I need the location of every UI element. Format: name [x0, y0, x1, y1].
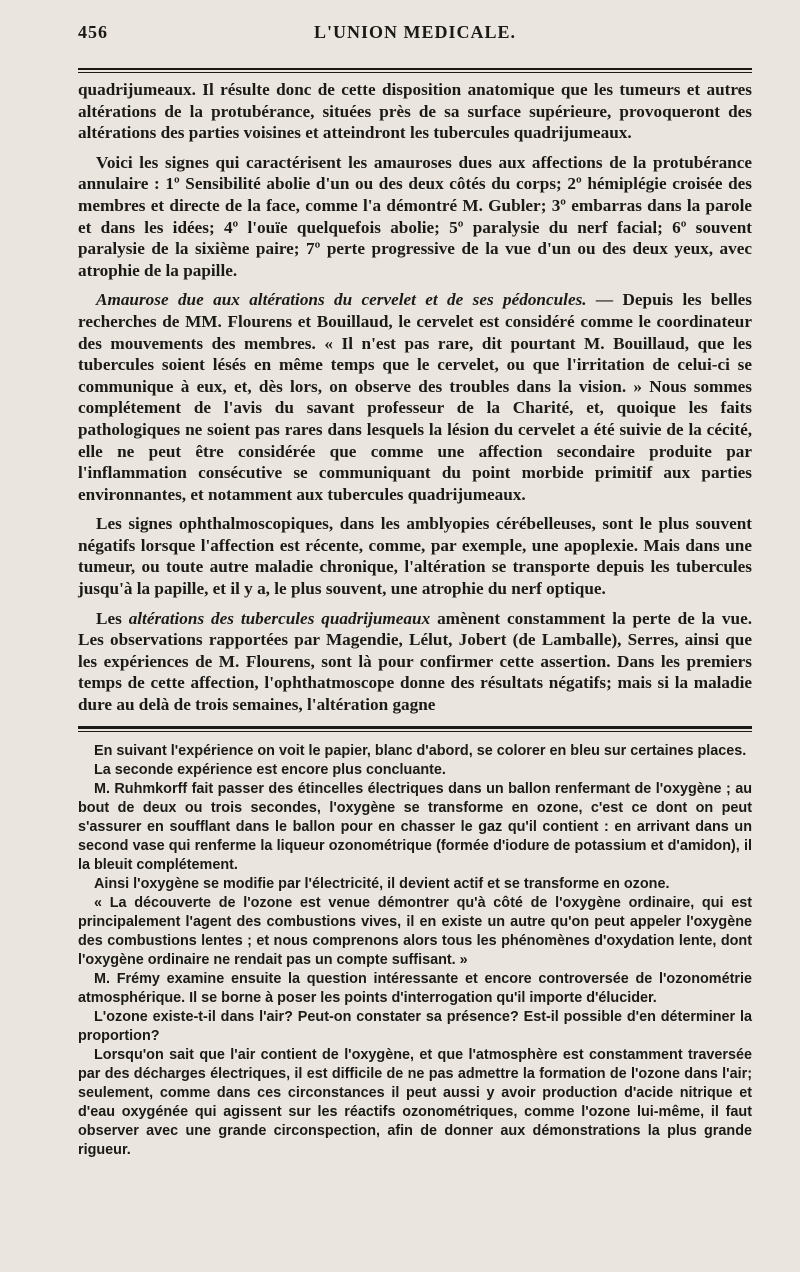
- paragraph-tubercules: [78, 608, 752, 716]
- section-heading-cervelet: Amaurose due aux altérations du cervelet et de ses pédoncules.: [96, 290, 587, 310]
- header-rule: [78, 68, 752, 73]
- page-header: [78, 18, 752, 48]
- note-paragraph-3: M. Ruhmkorff fait passer des étincelles électriques dans un ballon renfermant de l'oxygène ; au bout de deux ou trois secondes, l'oxygène se transforme en ozone, c'est ce dont on peut s'assurer en soufflant dans le ballon pour en chasser le gaz qu'il contient : en arrivant dans un second vase qui renferme la liqueur ozonométrique (formée d'iodure de potassium et d'amidon), il la bleuit complétement.: [78, 780, 752, 873]
- paragraph-cervelet: [78, 289, 752, 505]
- page-number: 456: [78, 22, 108, 42]
- paragraph-tubercules-lead: Les: [96, 608, 129, 628]
- note-paragraph-6: M. Frémy examine ensuite la question intéressante et encore controversée de l'ozonométrie atmosphérique. Il se borne à poser les points d'interrogation qu'il importe d'élucider.: [78, 970, 752, 1006]
- note-paragraph-5: « La découverte de l'ozone est venue démontrer qu'à côté de l'oxygène ordinaire, qui est principalement l'agent des combustions vives, il en existe un autre qu'on peut appeler l'oxygène des combustions lentes ; et nous comprenons alors tous les phénomènes d'oxydation lente, dont l'oxygène ordinaire ne rendait pas un compte suffisant. »: [78, 894, 752, 968]
- note-paragraph-1: En suivant l'expérience on voit le papier, blanc d'abord, se colorer en bleu sur certaines places.: [94, 742, 747, 759]
- italic-term-tubercules: altérations des tubercules quadrijumeaux: [128, 608, 431, 628]
- note-paragraph-4: Ainsi l'oxygène se modifie par l'électricité, il devient actif et se transforme en ozone.: [94, 875, 670, 892]
- paragraph-cervelet-body: — Depuis les belles recherches de MM. Flourens et Bouillaud, le cervelet est considéré comme le coordinateur des mouvements des membres. « Il n'est pas rare, dit pourtant M. Bouillaud, que les tubercules soient lésés en même temps que le cervelet, ou que l'irritation de celui-ci se communique à eux, et, dès lors, on observe des troubles dans la vision. » Nous sommes complétement de l'avis du savant professeur de la Charité, et, quoique les faits pathologiques ne soient pas rares dans lesquels la lésion du cervelet a été suivie de la cécité, elle ne peut être considérée que comme une affection secondaire produite par l'inflammation consécutive se communiquant du point morbide primitif aux parties environnantes, et notamment aux tubercules quadrijumeaux.: [78, 290, 752, 504]
- paragraph-protuberance-signs: Voici les signes qui caractérisent les amauroses dues aux affections de la protubérance annulaire : 1º Sensibilité abolie d'un ou des deux côtés du corps; 2º hémiplégie croisée des membres et directe de la face, comme l'a démontré M. Gubler; 3º embarras dans la parole et dans les idées; 4º l'ouïe quelquefois abolie; 5º paralysie du nerf facial; 6º souvent paralysie de la sixième paire; 7º perte progressive de la vue d'un ou des deux yeux, avec atrophie de la papille.: [78, 152, 752, 280]
- note-paragraph-7: L'ozone existe-t-il dans l'air? Peut-on constater sa présence? Est-il possible d'en déterminer la proportion?: [78, 1008, 752, 1044]
- running-title: L'UNION MEDICALE.: [313, 22, 517, 42]
- note-paragraph-2: La seconde expérience est encore plus concluante.: [94, 761, 446, 778]
- paragraph-continuation: quadrijumeaux. Il résulte donc de cette disposition anatomique que les tumeurs et autres altérations de la protubérance, situées près de sa surface supérieure, provoqueront des altérations des parties voisines et atteindront les tubercules quadrijumeaux.: [78, 80, 752, 143]
- paragraph-ophthalmoscopic-signs: Les signes ophthalmoscopiques, dans les amblyopies cérébelleuses, sont le plus souvent négatifs lorsque l'affection est récente, comme, par exemple, une apoplexie. Mais dans une tumeur, ou toute autre maladie chronique, l'altération se transporte depuis les tubercules jusqu'à la papille, et il y a, le plus souvent, une atrophie du nerf optique.: [78, 514, 752, 599]
- feuilleton-text: [78, 742, 752, 1160]
- note-paragraph-8: Lorsqu'on sait que l'air contient de l'oxygène, et que l'atmosphère est constamment traversée par des décharges électriques, il est difficile de ne pas admettre la formation de l'ozone dans l'air; seulement, comme dans ces circonstances il peut aussi y avoir production d'acide nitrique et d'eau oxygénée qui agissent sur les réactifs ozonométriques, comme l'ozone lui-même, il faut observer avec une grande circonspection, afin de donner aux démonstrations la plus grande rigueur.: [78, 1046, 752, 1158]
- main-text: [78, 79, 752, 716]
- feuilleton-rule: [78, 726, 752, 732]
- paragraph-tubercules-body: amènent constamment la perte de la vue. Les observations rapportées par Magendie, Lélut, Jobert (de Lamballe), Serres, ainsi que les expériences de M. Flourens, sont là pour confirmer cette assertion. Dans les premiers temps de cette affection, l'ophthatmoscope donne des résultats négatifs; mais si la maladie dure au delà de trois semaines, l'altération gagne: [78, 608, 753, 715]
